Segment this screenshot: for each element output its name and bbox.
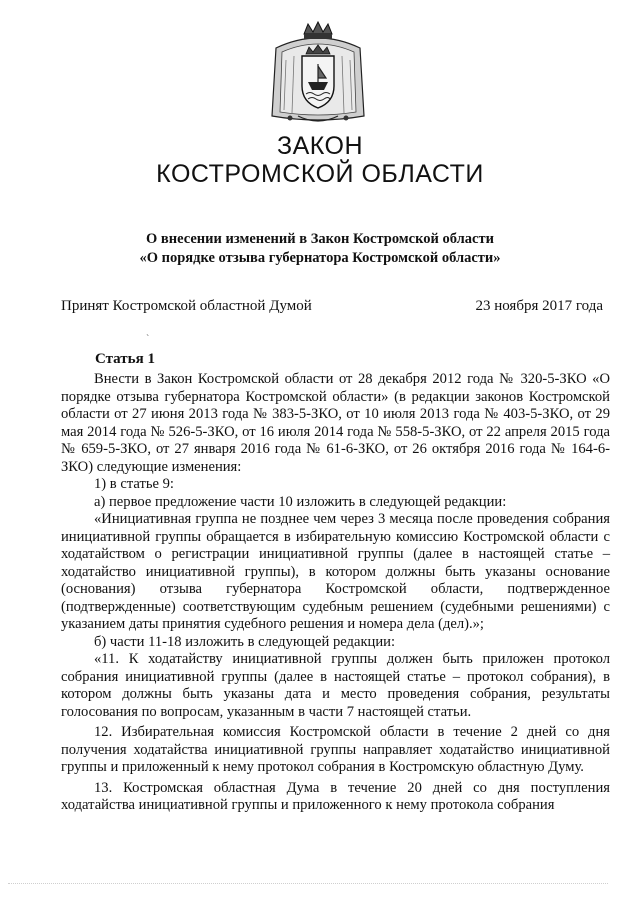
law-title-line2: КОСТРОМСКОЙ ОБЛАСТИ bbox=[156, 160, 484, 188]
adoption-date: 23 ноября 2017 года bbox=[475, 298, 603, 314]
subtitle-line1: О внесении изменений в Закон Костромской области bbox=[146, 231, 494, 247]
paragraph: 12. Избирательная комиссия Костромской области в течение 2 дней со дня получения ходатайства инициативной группы направляет ходатайство инициативной группы и приложенный к нему протокол собрания в Костромскую областную Думу. bbox=[61, 724, 610, 775]
scan-artifact-line bbox=[8, 883, 608, 887]
paragraph: 13. Костромская областная Дума в течение 20 дней со дня поступления ходатайства инициативной группы и приложенного к нему протокола собрания bbox=[61, 779, 610, 813]
law-title-line1: ЗАКОН bbox=[276, 132, 364, 160]
paragraph: 1) в статье 9: bbox=[94, 476, 174, 492]
article-body bbox=[61, 371, 610, 815]
article-heading: Статья 1 bbox=[95, 351, 155, 367]
paragraph: «Инициативная группа не позднее чем через 3 месяца после проведения собрания инициативной группы обращается в избирательную комиссию Костромской области с ходатайством о регистрации инициативной группы (далее в настоящей статье – ходатайство инициативной группы), в котором должны быть указаны основание (основания) отзыва губернатора Костромской области, подтвержденное (подтвержденные) соответствующим судебным решением (судебными решениями) с указанием даты принятия судебного решения и номера дела (дел).»; bbox=[61, 511, 610, 632]
paragraph: а) первое предложение части 10 изложить в следующей редакции: bbox=[94, 493, 507, 510]
adopted-by: Принят Костромской областной Думой bbox=[61, 298, 312, 314]
paragraph: «11. К ходатайству инициативной группы должен быть приложен протокол собрания инициативной группы (далее в настоящей статье – протокол собрания), в котором должны быть указаны дата и место проведения собрания, результаты голосования по вопросам, указанным в части 7 настоящей статьи. bbox=[61, 651, 610, 720]
subtitle-line2: «О порядке отзыва губернатора Костромской области» bbox=[139, 250, 501, 266]
scan-mark: ˋ bbox=[146, 334, 150, 345]
paragraph: Внести в Закон Костромской области от 28 декабря 2012 года № 320-5-ЗКО «О порядке отзыва губернатора Костромской области» (в редакции законов Костромской области от 27 июня 2013 года № 383-5-ЗКО, от 10 июля 2013 года № 403-5-ЗКО, от 29 мая 2014 года № 526-5-ЗКО, от 16 июля 2014 года № 558-5-ЗКО, от 22 апреля 2015 года № 659-5-ЗКО, от 27 января 2016 года № 61-6-ЗКО, от 26 октября 2016 года № 164-6-ЗКО) следующие изменения: bbox=[61, 371, 610, 475]
paragraph: б) части 11-18 изложить в следующей редакции: bbox=[94, 633, 396, 650]
coat-of-arms-icon bbox=[268, 20, 368, 130]
